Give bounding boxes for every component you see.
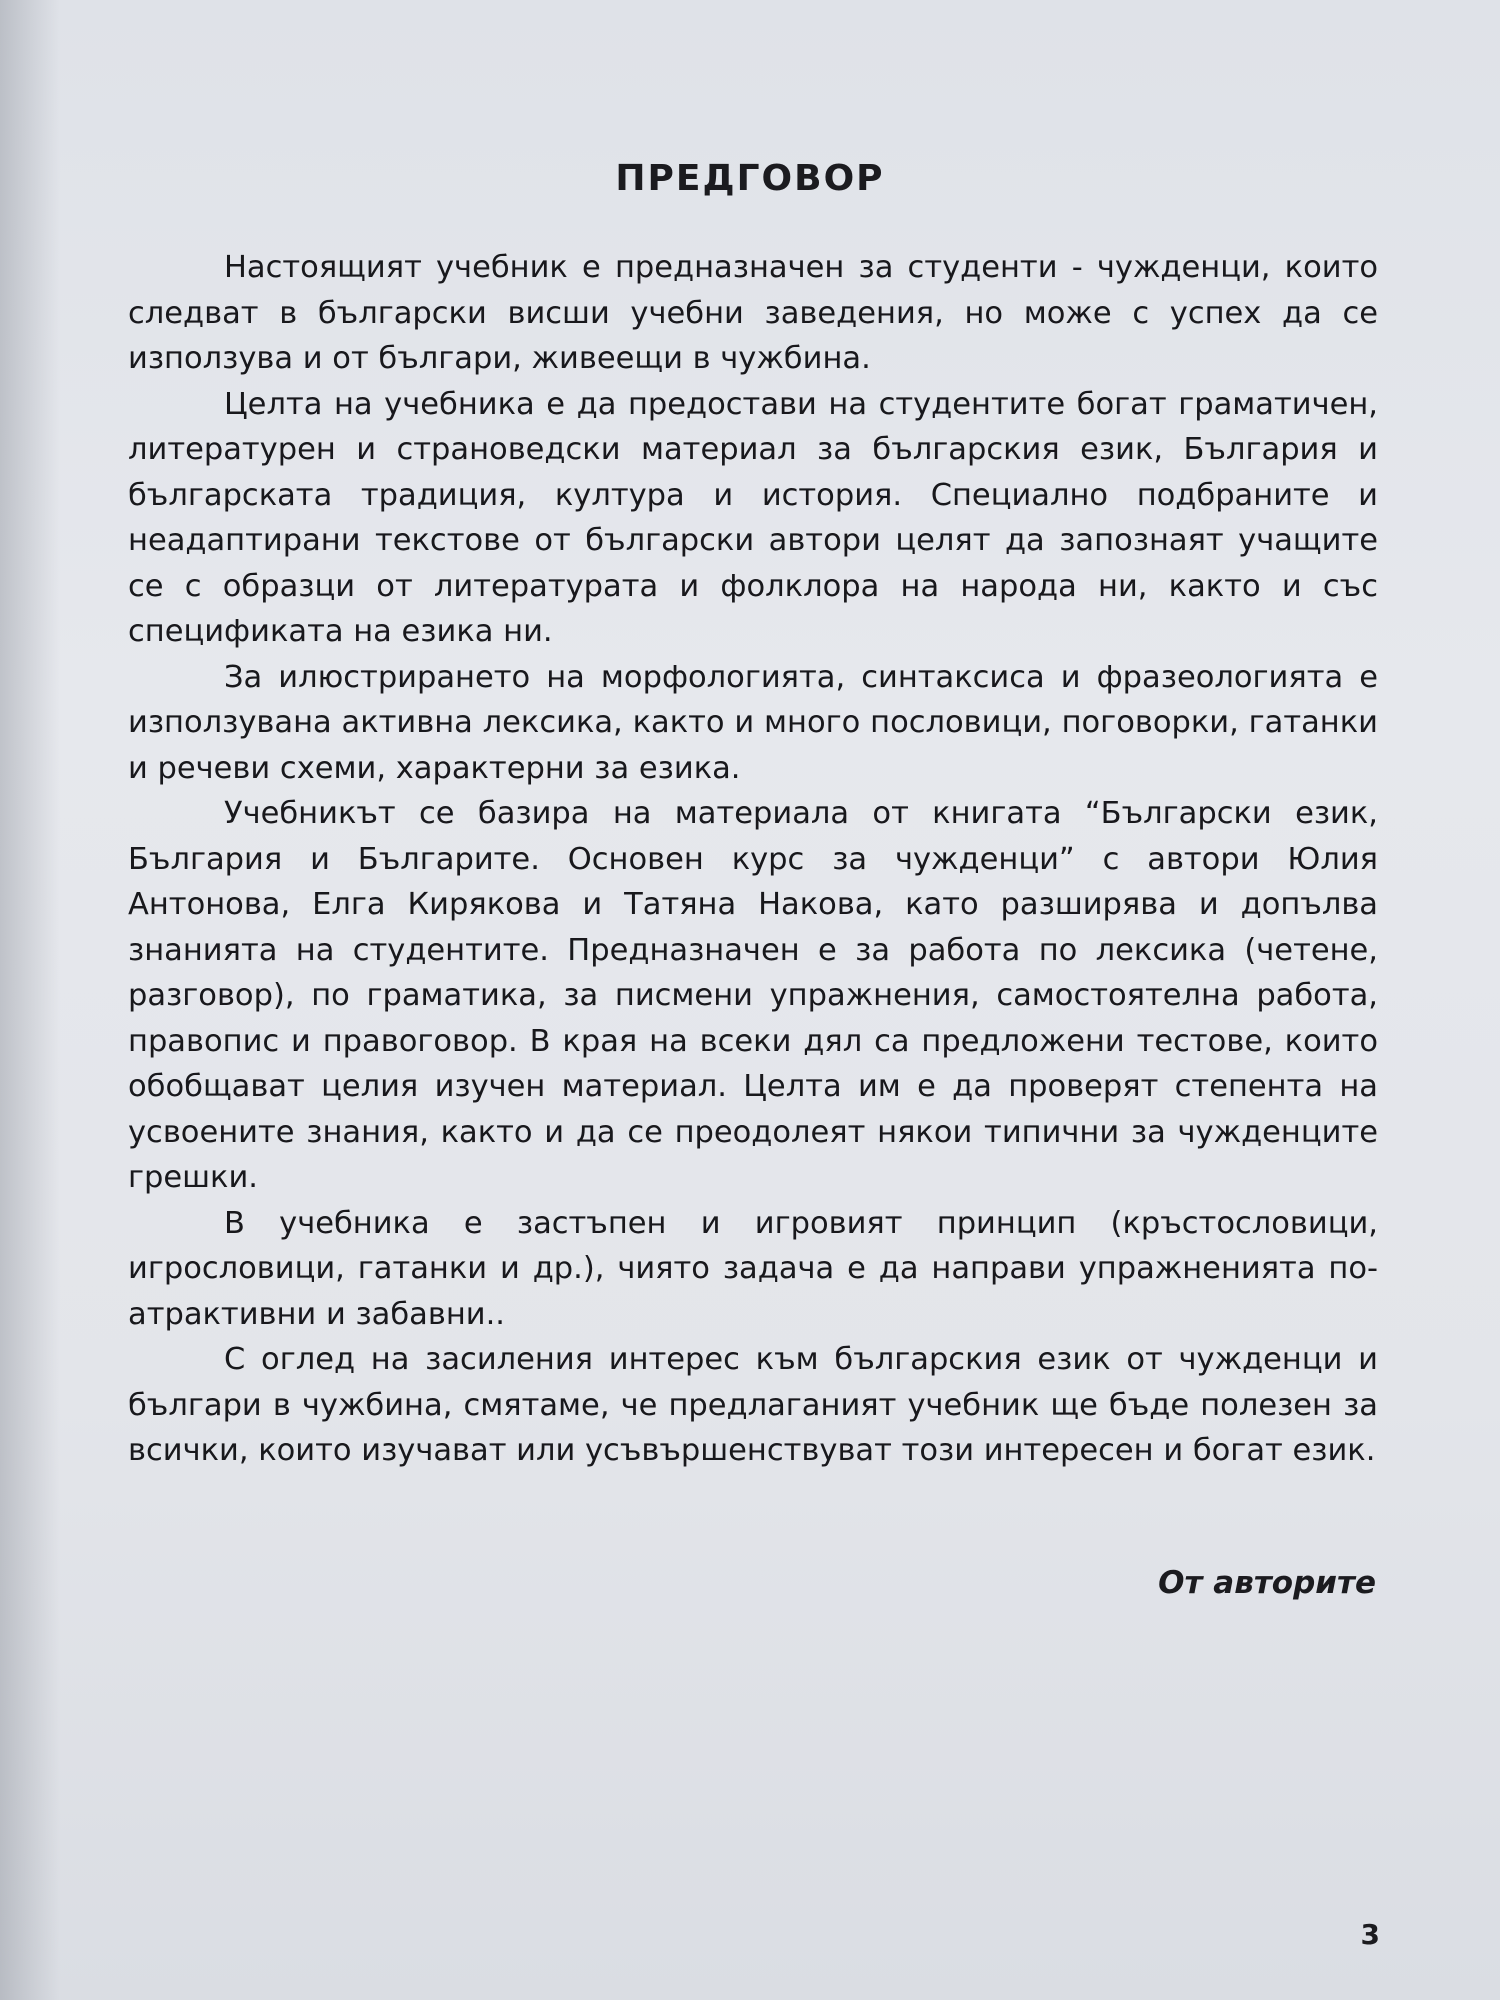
paragraph: Настоящият учебник е предназначен за студенти - чужденци, които следват в български висши учебни заведения, но може с успех да се използува и от българи, живеещи в чужбина. xyxy=(128,250,1378,376)
paragraph: За илюстрирането на морфологията, синтаксиса и фразеологията е използувана активна лексика, както и много пословици, поговорки, гатанки и речеви схеми, характерни за езика. xyxy=(128,659,1378,786)
page-title: ПРЕДГОВОР xyxy=(615,158,885,199)
paragraph: В учебника е застъпен и игровият принцип (кръстословици, игрословици, гатанки и др.), чиято задача е да направи упражненията по-атрактивни и забавни.. xyxy=(128,1205,1378,1332)
page-edge-shadow xyxy=(0,0,60,2000)
paragraph: С оглед на засиления интерес към българския език от чужденци и българи в чужбина, смятаме, че предлаганият учебник ще бъде полезен за всички, които изучават или усъвършенствуват този интересен и богат език. xyxy=(128,1342,1378,1468)
paragraph: Целта на учебника е да предостави на студентите богат граматичен, литературен и страноведски материал за българския език, България и българската традиция, култура и история. Специално подбраните и неадаптирани текстове от български автори целят да запознаят учащите се с образци от литературата и фолклора на народа ни, както и със спецификата на езика ни. xyxy=(128,386,1378,649)
authors-signature: От авторите xyxy=(1158,1565,1376,1601)
preface-body xyxy=(128,245,1378,1474)
paragraph: Учебникът се базира на материала от книгата “Български език, България и Българите. Основен курс за чужденци” с автори Юлия Антонова, Елга Кирякова и Татяна Накова, като разширява и допълва знанията на студентите. Предназначен е за работа по лексика (четене, разговор), по граматика, за писмени упражнения, самостоятелна работа, правопис и правоговор. В края на всеки дял са предложени тестове, които обобщават целия изучен материал. Целта им е да проверят степента на усвоените знания, както и да се преодолеят някои типични за чужденците грешки. xyxy=(128,796,1378,1195)
page-number: 3 xyxy=(1360,1918,1380,1951)
